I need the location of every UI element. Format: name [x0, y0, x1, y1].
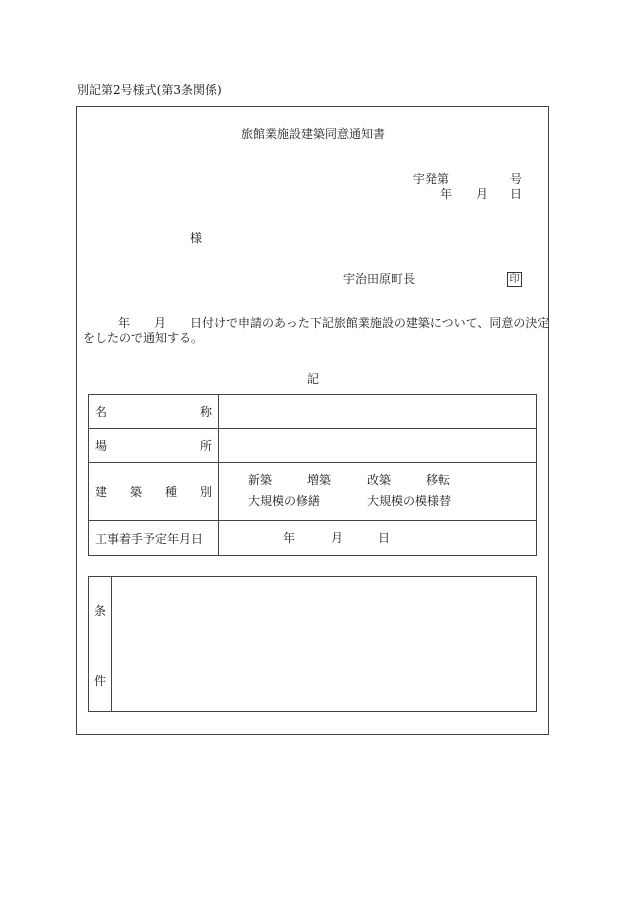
- place-label-char: 場: [95, 439, 108, 453]
- place-value-cell[interactable]: [219, 429, 537, 463]
- type-label-char: 建: [95, 485, 108, 499]
- conditions-label-column: [89, 577, 112, 711]
- conditions-char: 件: [94, 674, 107, 688]
- type-option-repair[interactable]: 大規模の修繕: [248, 494, 321, 508]
- doc-number-suffix: 号: [510, 172, 523, 186]
- place-label-cell: [89, 429, 219, 463]
- body-text-line1: 日付けで申請のあった下記旅館業施設の建築について、同意の決定: [190, 316, 550, 330]
- start-year[interactable]: 年: [283, 531, 296, 545]
- type-label-char: 築: [129, 485, 142, 499]
- seal-mark-text: 印: [507, 272, 522, 287]
- start-day[interactable]: 日: [378, 531, 391, 545]
- doc-number-prefix: 宇発第: [413, 172, 450, 186]
- start-month[interactable]: 月: [331, 531, 344, 545]
- date-month: 月: [476, 187, 489, 201]
- name-label-cell: [89, 395, 219, 429]
- issuer-name: 宇治田原町長: [343, 272, 416, 286]
- body-text-line2: をしたので通知する。: [83, 331, 204, 345]
- start-label-cell: [89, 521, 219, 556]
- conditions-char: 条: [94, 604, 107, 618]
- table-row-type: [89, 463, 537, 521]
- body-month: 月: [154, 316, 167, 330]
- type-label-cell: [89, 463, 219, 521]
- start-label: 工事着手予定年月日: [95, 531, 204, 546]
- type-label-char: 別: [199, 485, 212, 499]
- name-value-cell[interactable]: [219, 395, 537, 429]
- type-option-add[interactable]: 増築: [307, 473, 332, 487]
- type-option-remodel[interactable]: 大規模の模様替: [367, 494, 452, 508]
- start-value-cell: [219, 521, 537, 556]
- form-number-note: 別記第2号様式(第3条関係): [77, 83, 222, 97]
- conditions-box: [88, 576, 537, 712]
- seal-mark: [507, 271, 522, 287]
- type-option-renov[interactable]: 改築: [367, 473, 392, 487]
- type-option-new[interactable]: 新築: [248, 473, 273, 487]
- date-year: 年: [440, 187, 453, 201]
- place-label-char: 所: [199, 439, 212, 453]
- document-title: 旅館業施設建築同意通知書: [241, 127, 386, 141]
- table-row-name: [89, 395, 537, 429]
- date-day: 日: [510, 187, 523, 201]
- details-table: [88, 394, 537, 556]
- table-row-start: [89, 521, 537, 556]
- recipient-suffix: 様: [190, 231, 203, 245]
- body-year: 年: [118, 316, 131, 330]
- name-label-char: 称: [199, 405, 212, 419]
- name-label-char: 名: [95, 405, 108, 419]
- type-value-cell: [219, 463, 537, 521]
- type-option-move[interactable]: 移転: [426, 473, 451, 487]
- type-label-char: 種: [164, 485, 177, 499]
- ki-heading: 記: [307, 372, 320, 386]
- table-row-place: [89, 429, 537, 463]
- conditions-value-area[interactable]: [112, 577, 536, 711]
